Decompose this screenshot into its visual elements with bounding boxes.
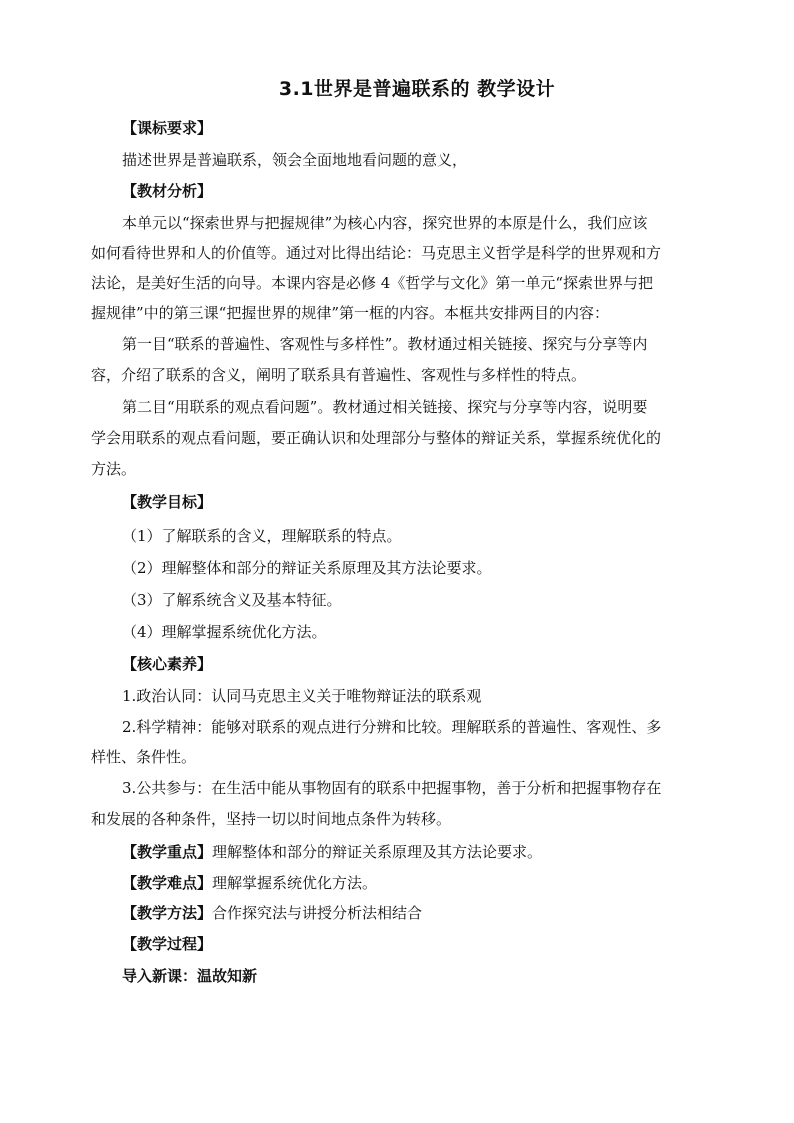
literacy-item-3-line-1: 3.公共参与：在生活中能从事物固有的联系中把握事物，善于分析和把握事物存在 [122, 779, 662, 797]
literacy-item-2-line-1: 2.科学精神：能够对联系的观点进行分辨和比较。理解联系的普遍性、客观性、多 [122, 718, 662, 736]
section-heading-process: 【教学过程】 [122, 935, 213, 953]
section-heading-goals: 【教学目标】 [122, 493, 213, 511]
page-title: 3.1世界是普遍联系的 教学设计 [278, 78, 556, 100]
key-point-text: 理解整体和部分的辩证关系原理及其方法论要求。 [212, 843, 543, 861]
literacy-item-2-line-2: 样性、条件性。 [91, 748, 197, 766]
analysis-paragraph-1-line-1: 本单元以“探索世界与把握规律”为核心内容，探究世界的本原是什么，我们应该 [122, 214, 648, 232]
analysis-paragraph-1-line-4: 握规律”中的第三课“把握世界的规律”第一框的内容。本框共安排两目的内容： [91, 304, 610, 322]
method-row [122, 903, 742, 923]
difficulty-text: 理解掌握系统优化方法。 [212, 874, 378, 892]
section-heading-curriculum: 【课标要求】 [122, 119, 213, 137]
key-point-row [122, 842, 742, 862]
section-heading-literacy: 【核心素养】 [122, 655, 213, 673]
section-heading-analysis: 【教材分析】 [122, 182, 213, 200]
literacy-item-3-line-2: 和发展的各种条件，坚持一切以时间地点条件为转移。 [91, 810, 452, 828]
analysis-paragraph-1-line-3: 法论，是美好生活的向导。本课内容是必修 4《哲学与文化》第一单元“探索世界与把 [91, 274, 653, 292]
goal-item: （4）理解掌握系统优化方法。 [122, 623, 327, 641]
analysis-paragraph-2-line-2: 容，介绍了联系的含义，阐明了联系具有普遍性、客观性与多样性的特点。 [91, 366, 587, 384]
goal-item: （2）理解整体和部分的辩证关系原理及其方法论要求。 [122, 559, 492, 577]
curriculum-text: 描述世界是普遍联系，领会全面地地看问题的意义， [122, 151, 468, 169]
analysis-paragraph-3-line-2: 学会用联系的观点看问题，要正确认识和处理部分与整体的辩证关系，掌握系统优化的 [91, 429, 662, 447]
section-heading-difficulty: 【教学难点】 [122, 874, 213, 892]
analysis-paragraph-3-line-3: 方法。 [91, 460, 137, 478]
difficulty-row [122, 873, 742, 893]
section-heading-method: 【教学方法】 [122, 904, 213, 922]
section-heading-key-point: 【教学重点】 [122, 843, 213, 861]
analysis-paragraph-3-line-1: 第二目“用联系的观点看问题”。教材通过相关链接、探究与分享等内容，说明要 [122, 398, 648, 416]
method-text: 合作探究法与讲授分析法相结合 [212, 904, 423, 922]
literacy-item-1: 1.政治认同：认同马克思主义关于唯物辩证法的联系观 [122, 687, 482, 705]
process-intro: 导入新课：温故知新 [122, 967, 258, 985]
analysis-paragraph-2-line-1: 第一目“联系的普遍性、客观性与多样性”。教材通过相关链接、探究与分享等内 [122, 335, 648, 353]
analysis-paragraph-1-line-2: 如何看待世界和人的价值等。通过对比得出结论：马克思主义哲学是科学的世界观和方 [91, 244, 662, 262]
goal-item: （3）了解系统含义及基本特征。 [122, 591, 342, 609]
goal-item: （1）了解联系的含义，理解联系的特点。 [122, 527, 402, 545]
